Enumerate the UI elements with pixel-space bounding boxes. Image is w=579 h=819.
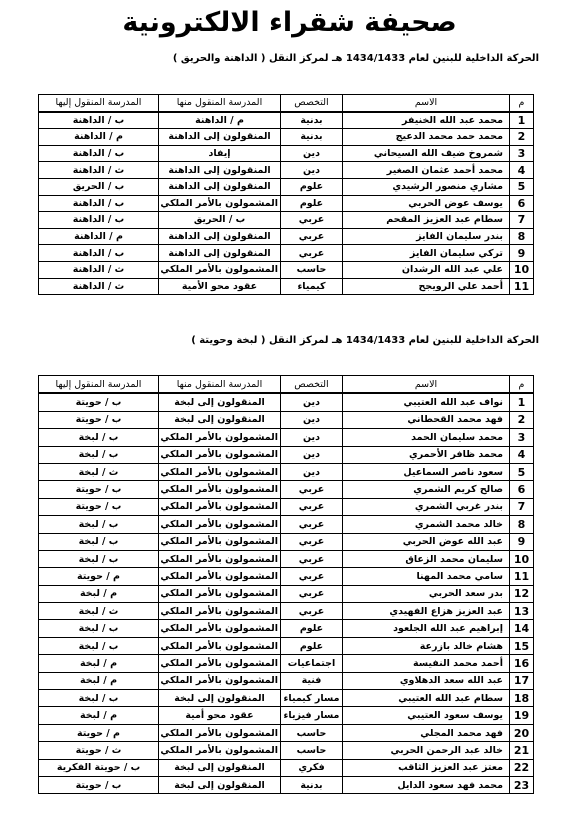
- cell-transferred-from: المشمولون بالأمر الملكي: [159, 550, 281, 567]
- cell-transferred-to: م / حويتة: [39, 724, 159, 741]
- cell-row-number: 9: [510, 533, 534, 550]
- table-row: [39, 228, 534, 245]
- cell-specialty: عربي: [281, 585, 343, 602]
- cell-specialty: مسار فيزياء: [281, 707, 343, 724]
- cell-transferred-from: المشمولون بالأمر الملكي: [159, 724, 281, 741]
- cell-row-number: 22: [510, 759, 534, 776]
- table-row: [39, 585, 534, 602]
- table-row: [39, 533, 534, 550]
- cell-transferred-from: المنقولون إلى الداهنة: [159, 162, 281, 179]
- cell-name: محمد أحمد عثمان الصغير: [343, 162, 510, 179]
- cell-name: مشاري منصور الرشيدي: [343, 178, 510, 195]
- cell-transferred-to: ب / الداهنة: [39, 112, 159, 129]
- table-row: [39, 568, 534, 585]
- table-row: [39, 550, 534, 567]
- cell-transferred-from: المشمولون بالأمر الملكي: [159, 672, 281, 689]
- cell-transferred-to: ب / لبخة: [39, 533, 159, 550]
- cell-transferred-to: ب / الداهنة: [39, 212, 159, 229]
- table-header-row: [39, 376, 534, 394]
- table-row: [39, 672, 534, 689]
- table-header-row: [39, 95, 534, 112]
- table-row: [39, 637, 534, 654]
- cell-transferred-to: ب / حويتة: [39, 393, 159, 411]
- cell-row-number: 1: [510, 112, 534, 129]
- cell-transferred-from: المشمولون بالأمر الملكي: [159, 742, 281, 759]
- table-row: [39, 411, 534, 428]
- cell-specialty: عربي: [281, 533, 343, 550]
- cell-specialty: دين: [281, 145, 343, 162]
- header-name: الاسم: [343, 95, 510, 112]
- table-row: [39, 742, 534, 759]
- table-row: [39, 212, 534, 229]
- cell-specialty: عربي: [281, 603, 343, 620]
- section-1-heading: الحركة الداخلية للبنين لعام 1434/1433 هـ لمركز النقل ( الداهنة والحريق ): [172, 53, 539, 64]
- table-row: [39, 178, 534, 195]
- cell-specialty: حاسب: [281, 261, 343, 278]
- cell-specialty: كيمياء: [281, 278, 343, 295]
- cell-name: محمد حمد محمد الدعيج: [343, 129, 510, 146]
- cell-row-number: 16: [510, 655, 534, 672]
- cell-specialty: اجتماعيات: [281, 655, 343, 672]
- cell-transferred-to: ث / لبخة: [39, 463, 159, 480]
- page-title: صحيفة شقراء الالكترونية: [122, 7, 457, 38]
- cell-transferred-to: ب / الداهنة: [39, 195, 159, 212]
- cell-specialty: دين: [281, 429, 343, 446]
- table-row: [39, 498, 534, 515]
- header-name: الاسم: [343, 376, 510, 394]
- table-row: [39, 463, 534, 480]
- cell-row-number: 5: [510, 463, 534, 480]
- cell-transferred-to: ب / لبخة: [39, 637, 159, 654]
- cell-specialty: دين: [281, 446, 343, 463]
- table-row: [39, 278, 534, 295]
- cell-row-number: 13: [510, 603, 534, 620]
- cell-specialty: بدنية: [281, 129, 343, 146]
- transfer-table-1: [38, 94, 534, 295]
- header-transferred-from: المدرسة المنقول منها: [159, 95, 281, 112]
- cell-transferred-from: إيفاد: [159, 145, 281, 162]
- cell-name: عبد الله سعد الدهلاوي: [343, 672, 510, 689]
- cell-transferred-from: ب / الحريق: [159, 212, 281, 229]
- cell-row-number: 7: [510, 212, 534, 229]
- cell-transferred-to: ب / لبخة: [39, 690, 159, 707]
- cell-specialty: فنية: [281, 672, 343, 689]
- table-row: [39, 162, 534, 179]
- table-row: [39, 759, 534, 776]
- table-row: [39, 261, 534, 278]
- cell-row-number: 10: [510, 550, 534, 567]
- cell-name: هشام خالد بازرعة: [343, 637, 510, 654]
- cell-row-number: 5: [510, 178, 534, 195]
- cell-specialty: عربي: [281, 228, 343, 245]
- cell-transferred-from: المشمولون بالأمر الملكي: [159, 446, 281, 463]
- cell-transferred-to: ب / لبخة: [39, 429, 159, 446]
- cell-name: علي عبد الله الرشدان: [343, 261, 510, 278]
- cell-specialty: دين: [281, 463, 343, 480]
- table-row: [39, 724, 534, 741]
- cell-transferred-to: م / لبخة: [39, 672, 159, 689]
- cell-row-number: 8: [510, 228, 534, 245]
- cell-row-number: 8: [510, 516, 534, 533]
- cell-transferred-to: م / لبخة: [39, 585, 159, 602]
- table-row: [39, 707, 534, 724]
- cell-row-number: 9: [510, 245, 534, 262]
- cell-row-number: 2: [510, 129, 534, 146]
- cell-specialty: علوم: [281, 620, 343, 637]
- cell-transferred-from: المنقولون إلى الداهنة: [159, 129, 281, 146]
- table-row: [39, 195, 534, 212]
- cell-row-number: 7: [510, 498, 534, 515]
- cell-name: صالح كريم الشمري: [343, 481, 510, 498]
- cell-transferred-from: المشمولون بالأمر الملكي: [159, 603, 281, 620]
- table-row: [39, 145, 534, 162]
- cell-transferred-from: المنقولون إلى الداهنة: [159, 228, 281, 245]
- cell-name: سطام عبد الله العتيبي: [343, 690, 510, 707]
- transfer-table-2: [38, 375, 534, 794]
- table-row: [39, 516, 534, 533]
- cell-transferred-from: المشمولون بالأمر الملكي: [159, 620, 281, 637]
- cell-transferred-to: م / الداهنة: [39, 129, 159, 146]
- cell-transferred-to: ث / حويتة: [39, 742, 159, 759]
- cell-transferred-from: المشمولون بالأمر الملكي: [159, 655, 281, 672]
- cell-specialty: عربي: [281, 498, 343, 515]
- header-specialty: التخصص: [281, 376, 343, 394]
- table-row: [39, 690, 534, 707]
- table-row: [39, 655, 534, 672]
- cell-transferred-to: ب / حويتة: [39, 776, 159, 793]
- cell-transferred-from: المشمولون بالأمر الملكي: [159, 585, 281, 602]
- cell-row-number: 18: [510, 690, 534, 707]
- table-row: [39, 620, 534, 637]
- cell-row-number: 20: [510, 724, 534, 741]
- cell-name: محمد ظافر الأحمري: [343, 446, 510, 463]
- table-row: [39, 429, 534, 446]
- cell-specialty: عربي: [281, 568, 343, 585]
- header-specialty: التخصص: [281, 95, 343, 112]
- cell-transferred-from: المشمولون بالأمر الملكي: [159, 498, 281, 515]
- cell-transferred-to: ب / لبخة: [39, 446, 159, 463]
- cell-transferred-to: م / الداهنة: [39, 228, 159, 245]
- cell-transferred-from: المشمولون بالأمر الملكي: [159, 516, 281, 533]
- table-row: [39, 245, 534, 262]
- cell-specialty: عربي: [281, 550, 343, 567]
- cell-specialty: عربي: [281, 212, 343, 229]
- cell-row-number: 3: [510, 145, 534, 162]
- cell-transferred-to: ب / حويتة: [39, 481, 159, 498]
- cell-transferred-from: المشمولون بالأمر الملكي: [159, 637, 281, 654]
- cell-specialty: حاسب: [281, 742, 343, 759]
- cell-name: خالد محمد الشمري: [343, 516, 510, 533]
- cell-specialty: بدنية: [281, 776, 343, 793]
- cell-specialty: بدنية: [281, 112, 343, 129]
- cell-name: يوسف سعود العتيبي: [343, 707, 510, 724]
- cell-name: سطام عبد العزيز المقحم: [343, 212, 510, 229]
- cell-name: بندر غربي الشمري: [343, 498, 510, 515]
- cell-transferred-from: عقود محو أمية: [159, 707, 281, 724]
- header-transferred-from: المدرسة المنقول منها: [159, 376, 281, 394]
- cell-name: خالد عبد الرحمن الحربي: [343, 742, 510, 759]
- cell-specialty: عربي: [281, 481, 343, 498]
- cell-name: فهد محمد المجلي: [343, 724, 510, 741]
- cell-transferred-to: ب / الحريق: [39, 178, 159, 195]
- cell-transferred-to: ب / الداهنة: [39, 245, 159, 262]
- cell-name: سامي محمد المهنا: [343, 568, 510, 585]
- header-transferred-to: المدرسة المنقول إليها: [39, 376, 159, 394]
- cell-transferred-to: ب / حويتة الفكرية: [39, 759, 159, 776]
- cell-name: تركي سليمان الفايز: [343, 245, 510, 262]
- cell-transferred-from: م / الداهنة: [159, 112, 281, 129]
- cell-name: محمد سليمان الحمد: [343, 429, 510, 446]
- section-2-heading: الحركة الداخلية للبنين لعام 1434/1433 هـ لمركز النقل ( لبخة وحويتة ): [191, 335, 539, 346]
- cell-row-number: 19: [510, 707, 534, 724]
- cell-row-number: 6: [510, 195, 534, 212]
- cell-transferred-to: م / لبخة: [39, 655, 159, 672]
- cell-transferred-from: المنقولون إلى لبخة: [159, 411, 281, 428]
- table-row: [39, 603, 534, 620]
- cell-row-number: 17: [510, 672, 534, 689]
- cell-specialty: فكري: [281, 759, 343, 776]
- cell-row-number: 12: [510, 585, 534, 602]
- cell-transferred-from: المشمولون بالأمر الملكي: [159, 261, 281, 278]
- cell-transferred-from: المنقولون إلى الداهنة: [159, 178, 281, 195]
- cell-transferred-to: ب / حويتة: [39, 411, 159, 428]
- cell-transferred-to: ث / الداهنة: [39, 278, 159, 295]
- cell-row-number: 11: [510, 278, 534, 295]
- table-row: [39, 446, 534, 463]
- cell-transferred-from: المنقولون إلى لبخة: [159, 690, 281, 707]
- cell-row-number: 4: [510, 446, 534, 463]
- cell-transferred-from: المنقولون إلى لبخة: [159, 776, 281, 793]
- cell-name: محمد فهد سعود الدايل: [343, 776, 510, 793]
- cell-transferred-to: م / لبخة: [39, 707, 159, 724]
- cell-row-number: 6: [510, 481, 534, 498]
- cell-name: يوسف عوض الحربي: [343, 195, 510, 212]
- cell-transferred-to: ث / لبخة: [39, 603, 159, 620]
- cell-name: سليمان محمد الزعاق: [343, 550, 510, 567]
- cell-transferred-from: المشمولون بالأمر الملكي: [159, 463, 281, 480]
- table-row: [39, 776, 534, 793]
- cell-name: أحمد علي الرويجح: [343, 278, 510, 295]
- cell-row-number: 1: [510, 393, 534, 411]
- cell-name: محمد عبد الله الخنيفر: [343, 112, 510, 129]
- cell-name: إبراهيم عبد الله الجلعود: [343, 620, 510, 637]
- cell-transferred-from: المشمولون بالأمر الملكي: [159, 429, 281, 446]
- cell-name: شمروخ ضيف الله السيحاني: [343, 145, 510, 162]
- cell-transferred-from: المشمولون بالأمر الملكي: [159, 533, 281, 550]
- cell-specialty: عربي: [281, 516, 343, 533]
- cell-transferred-to: ب / حويتة: [39, 498, 159, 515]
- cell-specialty: دين: [281, 393, 343, 411]
- cell-transferred-to: ث / الداهنة: [39, 162, 159, 179]
- cell-name: أحمد محمد النفيسة: [343, 655, 510, 672]
- cell-transferred-from: المشمولون بالأمر الملكي: [159, 568, 281, 585]
- cell-transferred-to: ب / الداهنة: [39, 145, 159, 162]
- header-row-number: م: [510, 95, 534, 112]
- cell-transferred-from: المنقولون إلى لبخة: [159, 393, 281, 411]
- cell-transferred-from: المشمولون بالأمر الملكي: [159, 481, 281, 498]
- cell-transferred-to: ب / لبخة: [39, 516, 159, 533]
- cell-row-number: 2: [510, 411, 534, 428]
- cell-specialty: علوم: [281, 637, 343, 654]
- header-transferred-to: المدرسة المنقول إليها: [39, 95, 159, 112]
- cell-row-number: 14: [510, 620, 534, 637]
- cell-row-number: 23: [510, 776, 534, 793]
- cell-specialty: دين: [281, 162, 343, 179]
- cell-transferred-from: المنقولون إلى لبخة: [159, 759, 281, 776]
- cell-row-number: 3: [510, 429, 534, 446]
- cell-specialty: حاسب: [281, 724, 343, 741]
- header-row-number: م: [510, 376, 534, 394]
- cell-transferred-from: عقود محو الأمية: [159, 278, 281, 295]
- cell-name: بدر سعد الحربي: [343, 585, 510, 602]
- cell-transferred-from: المشمولون بالأمر الملكي: [159, 195, 281, 212]
- cell-transferred-to: م / حويتة: [39, 568, 159, 585]
- cell-specialty: علوم: [281, 178, 343, 195]
- cell-name: عبد العزيز هزاع الفهيدي: [343, 603, 510, 620]
- cell-name: بندر سليمان الفايز: [343, 228, 510, 245]
- cell-transferred-from: المنقولون إلى الداهنة: [159, 245, 281, 262]
- cell-name: فهد محمد القحطاني: [343, 411, 510, 428]
- cell-name: معتز عبد العزيز الثاقب: [343, 759, 510, 776]
- cell-specialty: دين: [281, 411, 343, 428]
- cell-transferred-to: ب / لبخة: [39, 550, 159, 567]
- table-row: [39, 481, 534, 498]
- cell-name: عبد الله عوض الحربي: [343, 533, 510, 550]
- cell-specialty: عربي: [281, 245, 343, 262]
- table-row: [39, 112, 534, 129]
- table-row: [39, 393, 534, 411]
- cell-row-number: 15: [510, 637, 534, 654]
- cell-row-number: 21: [510, 742, 534, 759]
- cell-transferred-to: ب / لبخة: [39, 620, 159, 637]
- cell-transferred-to: ث / الداهنة: [39, 261, 159, 278]
- table-row: [39, 129, 534, 146]
- cell-name: نواف عبد الله العتيبي: [343, 393, 510, 411]
- cell-name: سعود ناصر السماعيل: [343, 463, 510, 480]
- cell-row-number: 4: [510, 162, 534, 179]
- cell-specialty: مسار كيمياء: [281, 690, 343, 707]
- cell-row-number: 10: [510, 261, 534, 278]
- cell-specialty: علوم: [281, 195, 343, 212]
- cell-row-number: 11: [510, 568, 534, 585]
